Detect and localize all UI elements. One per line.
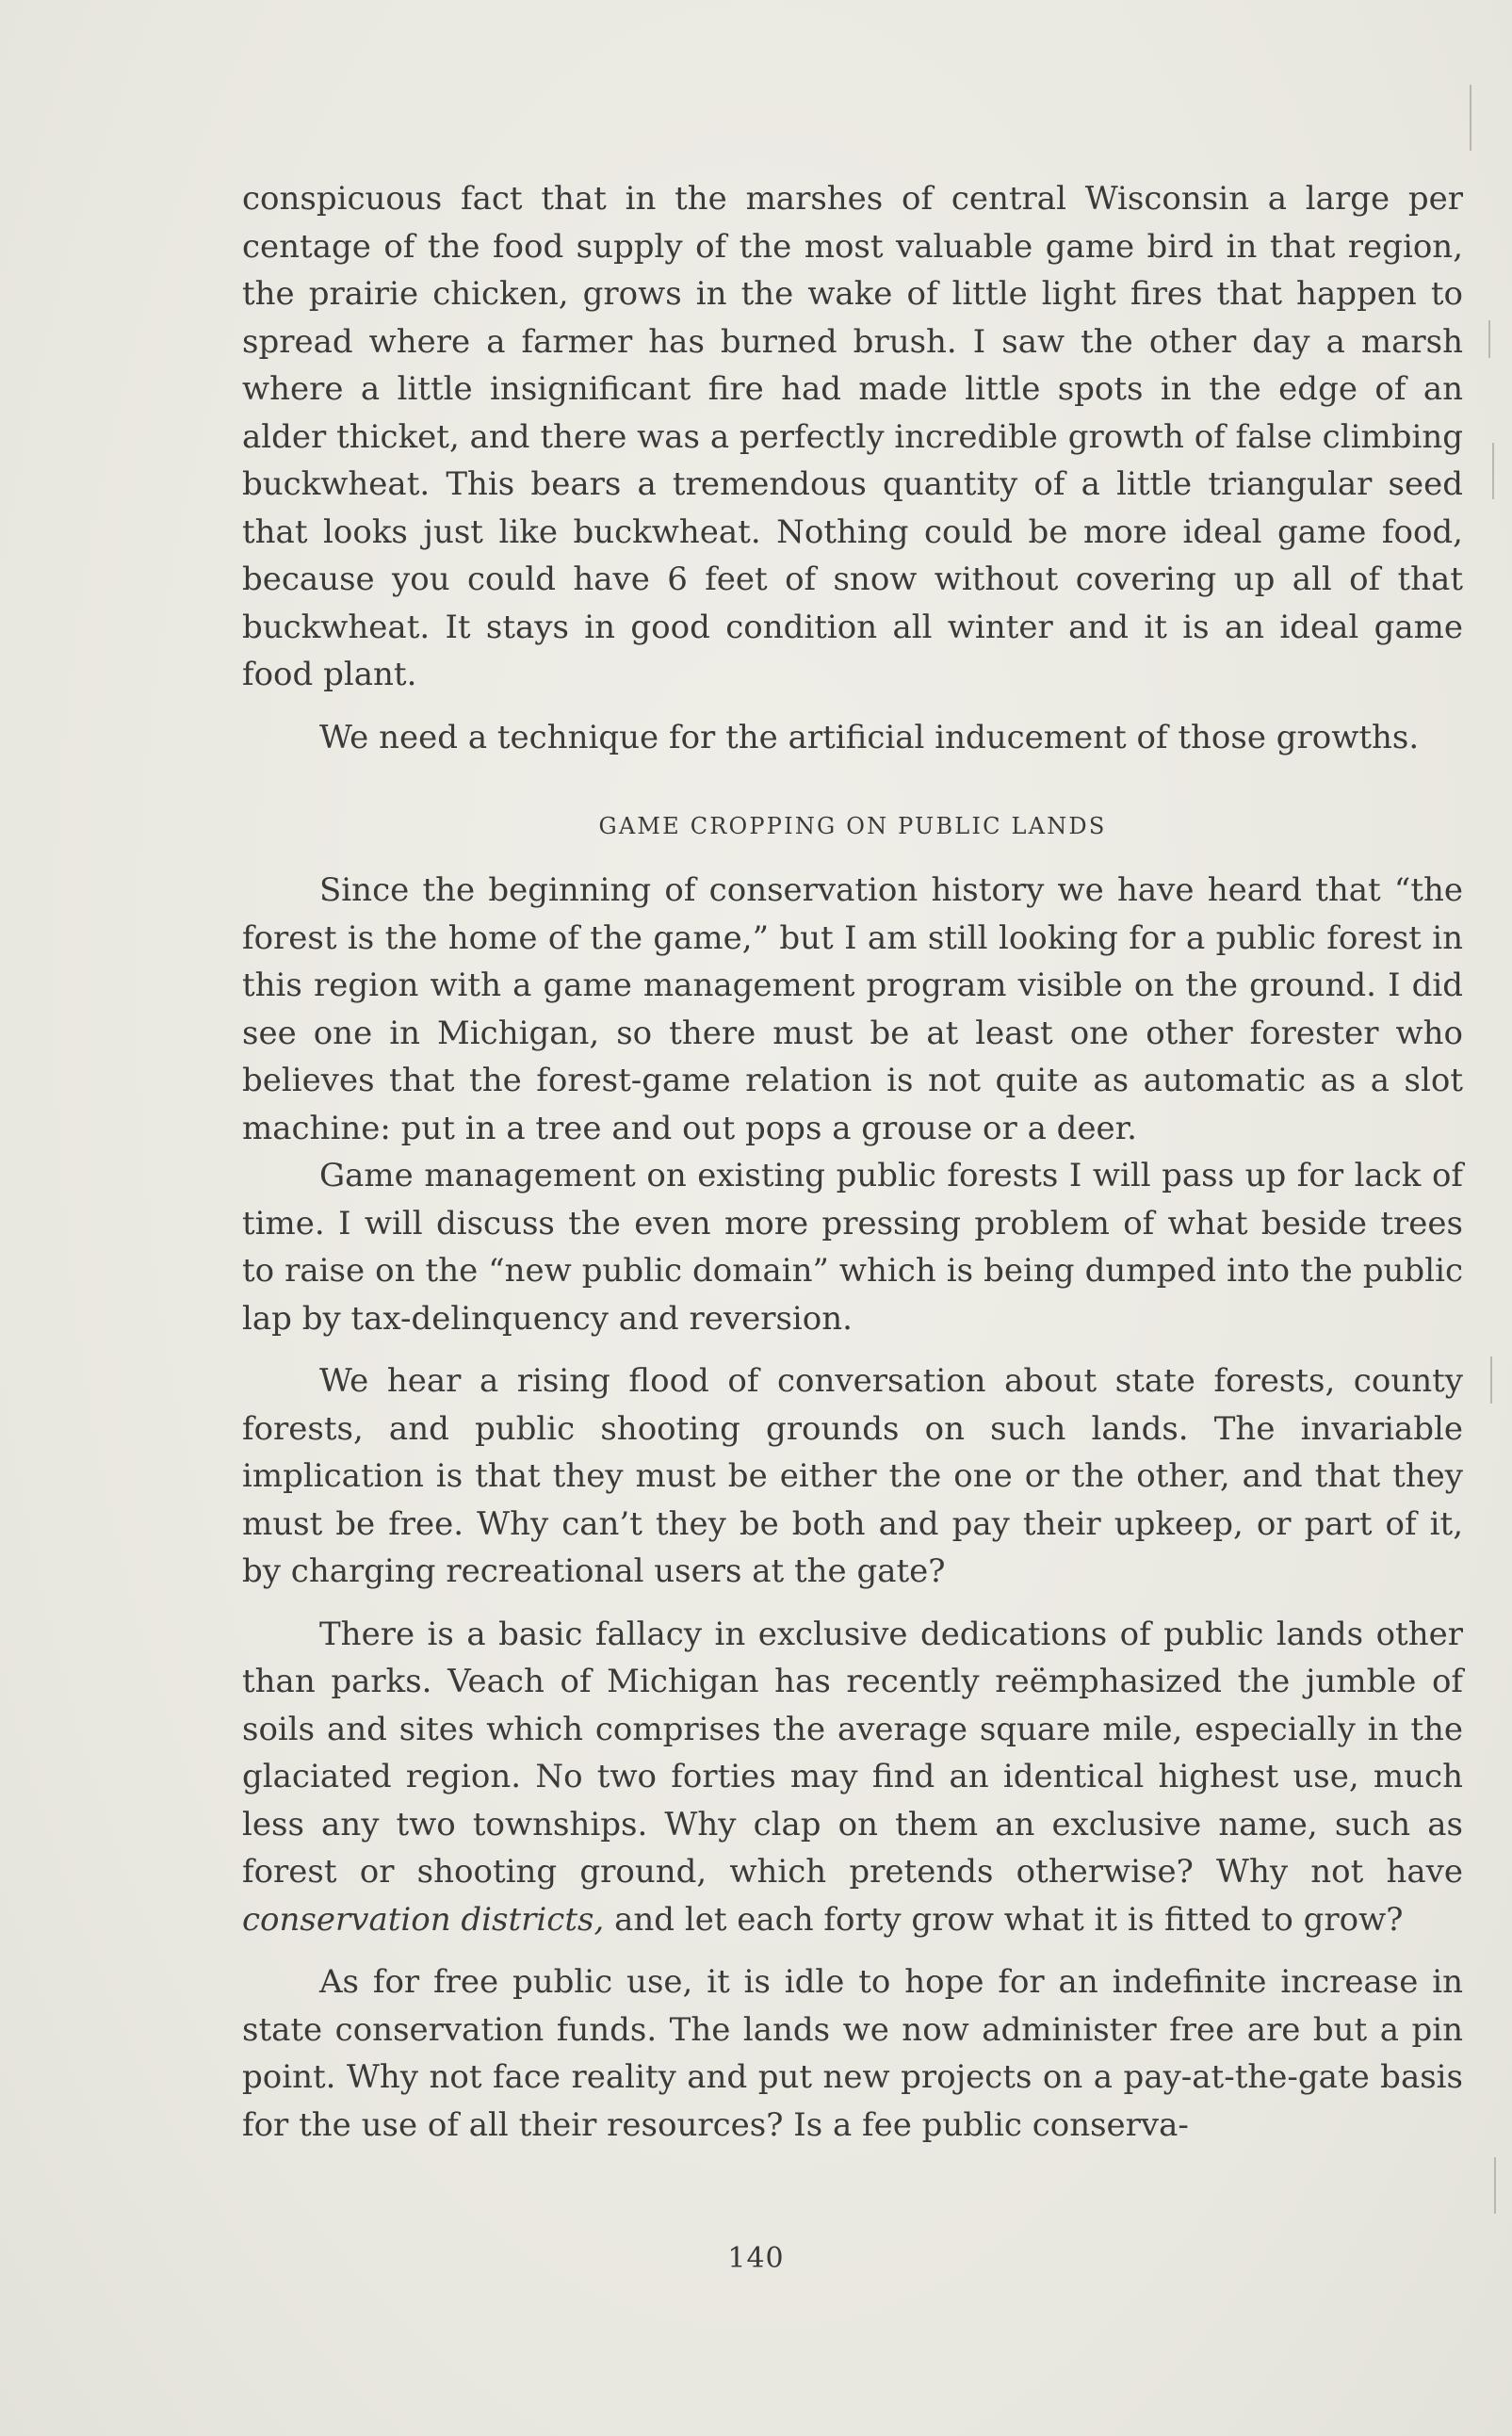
paper-edge-mark	[1490, 1356, 1492, 1404]
paragraph: We hear a rising flood of conversation about state forests, county forests, and public shooting grounds on such lands. The invariable implication is that they must be either the one or the other, and that they must be free. Why can’t they be both and pay their upkeep, or part of it, by charging recreational users at the gate?	[242, 1362, 1463, 1590]
paragraph-text: and let each forty grow what it is fitted to grow?	[614, 1900, 1404, 1939]
paragraph-text: There is a basic fallacy in exclusive dedications of public lands other than parks. Veach of Michigan has recently reëmphasized the jumble of soils and sites which comprises the average square mile, especially in the glaciated region. No two forties may find an identical highest use, much less any two townships. Why clap on them an exclusive name, such as forest or shooting ground, which pretends otherwise? Why not have	[242, 1615, 1463, 1891]
section-heading: GAME CROPPING ON PUBLIC LANDS	[598, 813, 1107, 839]
paragraph: We need a technique for the artificial inducement of those growths.	[319, 718, 1420, 756]
paragraph: As for free public use, it is idle to hope for an indefinite increase in state conservation funds. The lands we now administer free are but a pin point. Why not face reality and put new projects on a pay-at-the-gate basis for the use of all their resources? Is a fee public conserva-	[242, 1963, 1463, 2144]
paragraph: Game management on existing public forests I will pass up for lack of time. I will discuss the even more pressing problem of what beside trees to raise on the “new public domain” which is being dumped into the public lap by tax-delinquency and reversion.	[242, 1157, 1463, 1338]
paragraph: Since the beginning of conservation history we have heard that “the forest is the home of the game,” but I am still looking for a public forest in this region with a game management program visible on the ground. I did see one in Michigan, so there must be at least one other forester who believes that the forest-game relation is not quite as automatic as a slot machine: put in a tree and out pops a grouse or a deer.	[242, 871, 1463, 1147]
paper-edge-mark	[1470, 85, 1471, 151]
paper-edge-mark	[1492, 443, 1494, 499]
paragraph: conspicuous fact that in the marshes of central Wisconsin a large per centage of the food supply of the most valuable game bird in that region, the prairie chicken, grows in the wake of little light fires that happen to spread where a farmer has burned brush. I saw the other day a marsh where a little insignificant fire had made little spots in the edge of an alder thicket, and there was a perfectly incredible growth of false climbing buckwheat. This bears a tremendous quantity of a little triangular seed that looks just like buckwheat. Nothing could be more ideal game food, because you could have 6 feet of snow without covering up all of that buckwheat. It stays in good condition all winter and it is an ideal game food plant.	[242, 180, 1463, 693]
paragraph	[242, 1611, 1463, 1944]
paper-edge-mark	[1488, 320, 1490, 358]
page-number: 140	[727, 2242, 785, 2275]
emphasis-text: conservation districts,	[242, 1900, 605, 1939]
body-text	[242, 175, 1463, 2149]
paper-edge-mark	[1494, 2157, 1496, 2214]
